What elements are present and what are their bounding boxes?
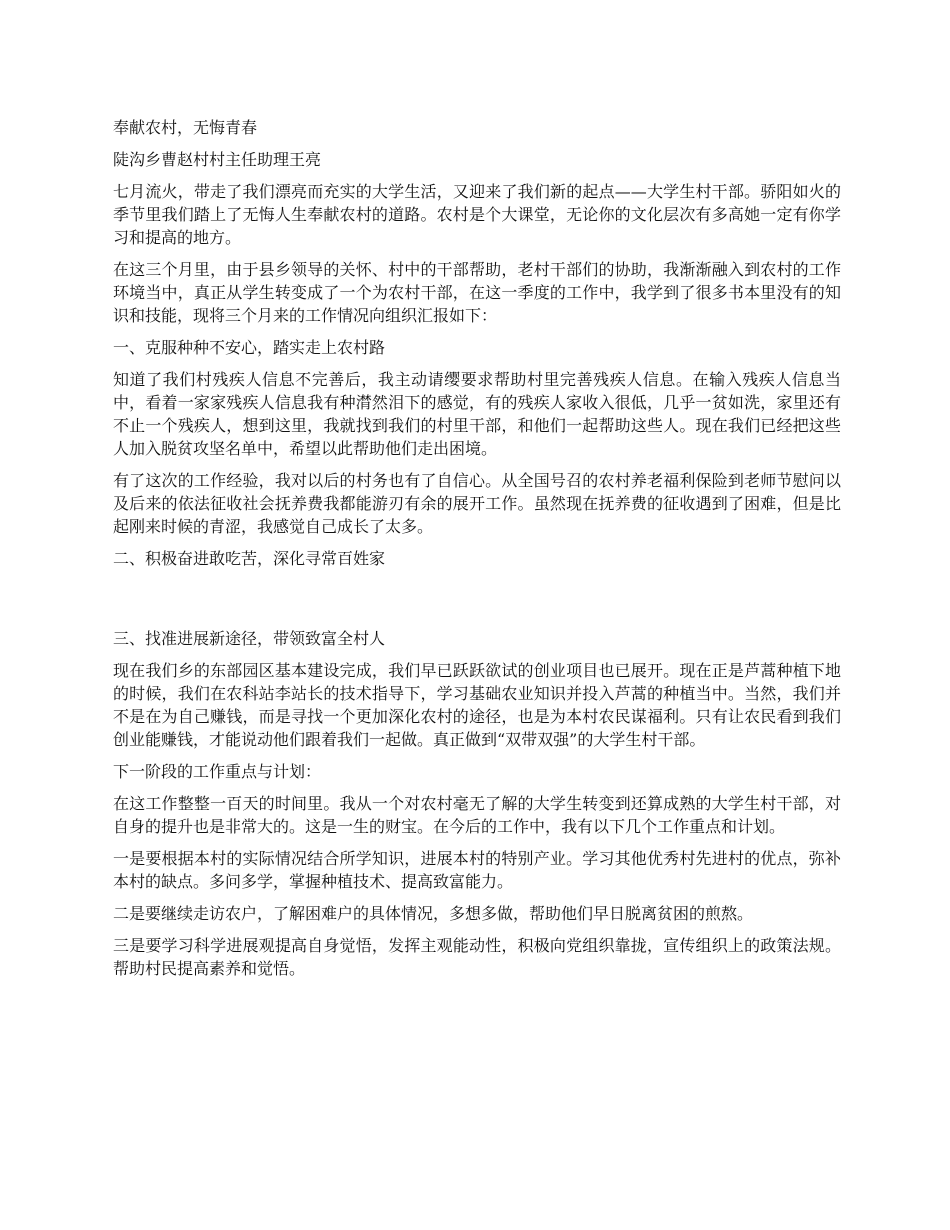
section-heading-4: 下一阶段的工作重点与计划： (113, 762, 322, 781)
document-body (113, 116, 841, 989)
section-heading-1: 一、克服种种不安心，踏实走上农村路 (113, 338, 386, 357)
document-title: 奉献农村，无悔青春 (113, 118, 258, 137)
blank-gap (113, 579, 841, 627)
plan-item-3: 三是要学习科学进展观提高自身觉悟，发挥主观能动性，积极向党组织靠拢，宣传组织上的政策法规。帮助村民提高素养和觉悟。 (113, 936, 841, 978)
section-heading-2: 二、积极奋进敢吃苦，深化寻常百姓家 (113, 549, 386, 568)
paragraph-disabled-info: 知道了我们村残疾人信息不完善后，我主动请缨要求帮助村里完善残疾人信息。在输入残疾人信息当中，看着一家家残疾人信息我有种潸然泪下的感觉，有的残疾人家收入很低，几乎一贫如洗，家里还有不止一个残疾人，想到这里，我就找到我们的村里干部，和他们一起帮助这些人。现在我们已经把这些人加入脱贫攻坚名单中，希望以此帮助他们走出困境。 (113, 370, 841, 458)
paragraph-startup: 现在我们乡的东部园区基本建设完成，我们早已跃跃欲试的创业项目也已展开。现在正是芦蒿种植下地的时候，我们在农科站李站长的技术指导下，学习基础农业知识并投入芦蒿的种植当中。当然，我们并不是在为自己赚钱，而是寻找一个更加深化农村的途径，也是为本村农民谋福利。只有让农民看到我们创业能赚钱，才能说动他们跟着我们一起做。真正做到“双带双强”的大学生村干部。 (113, 661, 841, 749)
plan-item-1: 一是要根据本村的实际情况结合所学知识，进展本村的特别产业。学习其他优秀村先进村的优点，弥补本村的缺点。多问多学，掌握种植技术、提高致富能力。 (113, 849, 841, 891)
paragraph-experience: 有了这次的工作经验，我对以后的村务也有了自信心。从全国号召的农村养老福利保险到老师节慰问以及后来的依法征收社会抚养费我都能游刃有余的展开工作。虽然现在抚养费的征收遇到了困难，但是比起刚来时候的青涩，我感觉自己成长了太多。 (113, 471, 841, 536)
paragraph-intro: 七月流火，带走了我们漂亮而充实的大学生活，又迎来了我们新的起点——大学生村干部。骄阳如火的季节里我们踏上了无悔人生奉献农村的道路。农村是个大课堂，无论你的文化层次有多高她一定有你学习和提高的地方。 (113, 182, 841, 247)
paragraph-reflection: 在这工作整整一百天的时间里。我从一个对农村毫无了解的大学生转变到还算成熟的大学生村干部，对自身的提升也是非常大的。这是一生的财宝。在今后的工作中，我有以下几个工作重点和计划。 (113, 794, 841, 836)
plan-item-2: 二是要继续走访农户，了解困难户的具体情况，多想多做，帮助他们早日脱离贫困的煎熬。 (113, 904, 754, 923)
document-author: 陡沟乡曹赵村村主任助理王亮 (113, 150, 322, 169)
paragraph-summary: 在这三个月里，由于县乡领导的关怀、村中的干部帮助，老村干部们的协助，我渐渐融入到农村的工作环境当中，真正从学生转变成了一个为农村干部，在这一季度的工作中，我学到了很多书本里没有的知识和技能，现将三个月来的工作情况向组织汇报如下： (113, 260, 841, 325)
section-heading-3: 三、找准进展新途径，带领致富全村人 (113, 629, 386, 648)
